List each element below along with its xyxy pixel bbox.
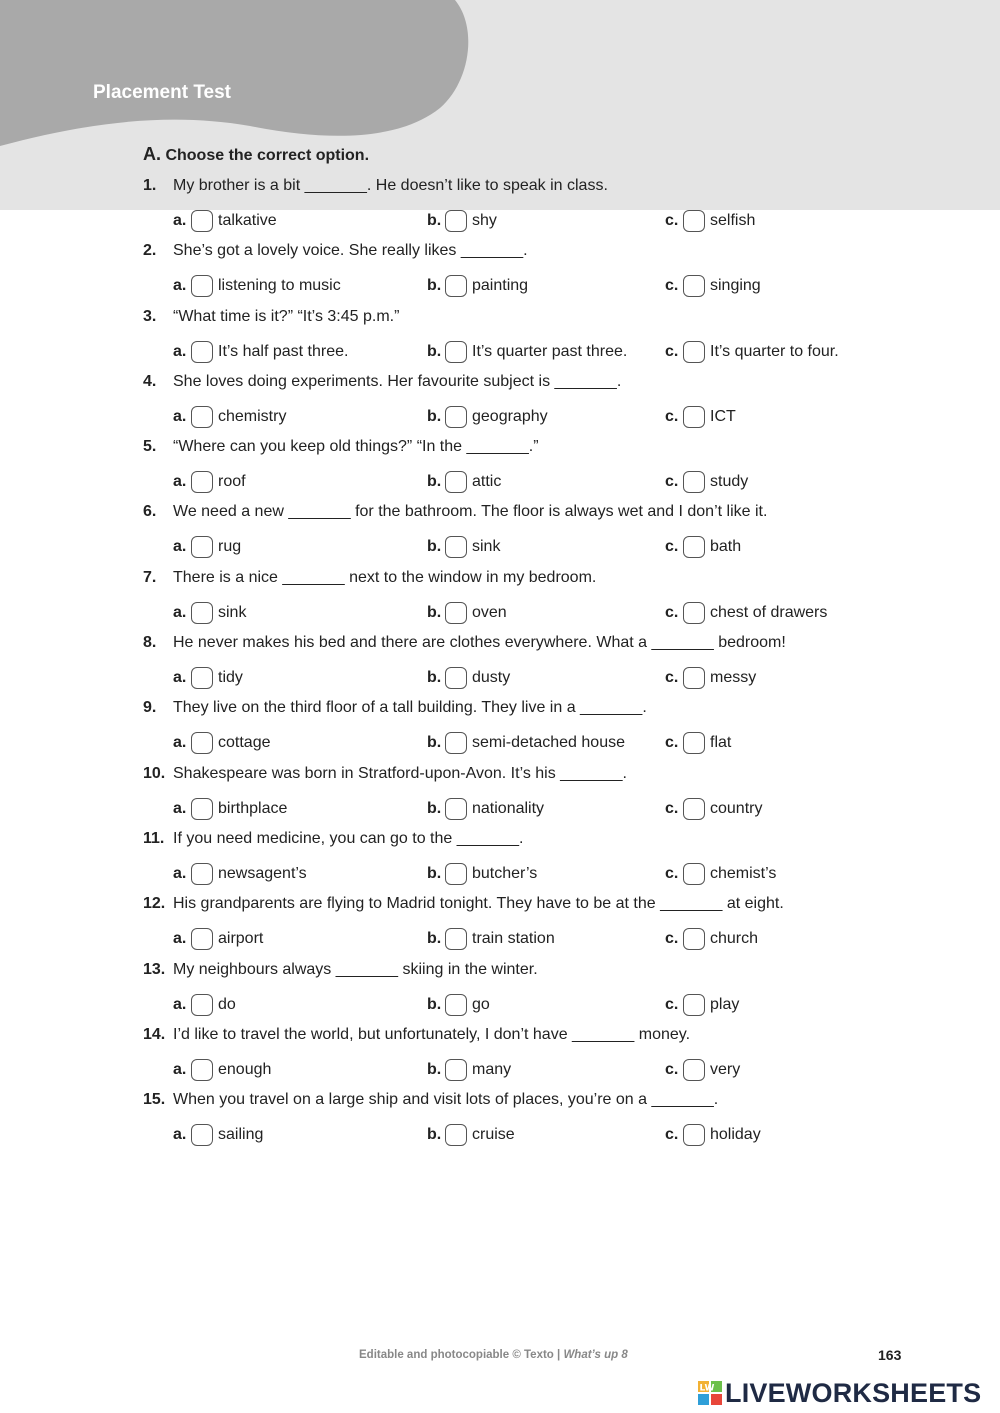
question-item xyxy=(143,828,943,893)
question-text: We need a new _______ for the bathroom. The floor is always wet and I don’t like it. xyxy=(173,503,768,521)
option-c[interactable] xyxy=(665,926,758,952)
option-checkbox[interactable] xyxy=(191,1124,213,1146)
question-text: I’d like to travel the world, but unfortunately, I don’t have _______ money. xyxy=(173,1025,691,1043)
footer-credit xyxy=(359,1349,628,1361)
option-label: bath xyxy=(710,538,742,556)
option-label: do xyxy=(218,995,236,1013)
question-number: 7. xyxy=(143,568,157,586)
question-line xyxy=(143,830,523,848)
option-letter: b. xyxy=(427,995,442,1013)
option-checkbox[interactable] xyxy=(191,471,213,493)
question-number: 8. xyxy=(143,634,157,652)
option-c[interactable] xyxy=(665,1057,740,1083)
option-label: rug xyxy=(218,538,242,556)
option-letter: a. xyxy=(173,1126,187,1144)
answer-options xyxy=(143,469,943,495)
option-c[interactable] xyxy=(665,208,755,234)
option-letter: c. xyxy=(665,669,679,687)
question-text: Shakespeare was born in Stratford-upon-Avon. It’s his _______. xyxy=(173,764,627,782)
option-label: go xyxy=(472,995,490,1013)
option-c[interactable] xyxy=(665,665,756,691)
option-checkbox[interactable] xyxy=(683,602,705,624)
option-label: It’s quarter past three. xyxy=(472,342,628,360)
option-c[interactable] xyxy=(665,534,741,560)
logo-letter-l: LW xyxy=(699,1383,715,1394)
option-letter: c. xyxy=(665,1060,679,1078)
question-line xyxy=(143,503,767,521)
option-letter: b. xyxy=(427,734,442,752)
option-letter: b. xyxy=(427,799,442,817)
option-letter: b. xyxy=(427,538,442,556)
question-line xyxy=(143,308,399,326)
option-b[interactable] xyxy=(427,796,544,822)
option-letter: c. xyxy=(665,277,679,295)
question-text: There is a nice _______ next to the window in my bedroom. xyxy=(173,568,597,586)
question-line xyxy=(143,1026,690,1044)
option-checkbox[interactable] xyxy=(191,1059,213,1081)
option-b[interactable] xyxy=(427,1122,515,1148)
option-a[interactable] xyxy=(173,600,246,626)
question-line xyxy=(143,961,538,979)
option-label: cottage xyxy=(218,734,271,752)
option-letter: c. xyxy=(665,407,679,425)
option-b[interactable] xyxy=(427,992,490,1018)
question-item xyxy=(143,501,943,566)
question-line xyxy=(143,242,528,260)
question-line xyxy=(143,895,784,913)
section-letter: A. xyxy=(143,144,161,164)
question-number: 12. xyxy=(143,895,166,913)
option-letter: a. xyxy=(173,799,187,817)
option-checkbox[interactable] xyxy=(191,994,213,1016)
answer-options xyxy=(143,1122,943,1148)
question-item xyxy=(143,1024,943,1089)
option-letter: a. xyxy=(173,603,187,621)
option-checkbox[interactable] xyxy=(445,1124,467,1146)
question-number: 5. xyxy=(143,438,157,456)
option-b[interactable] xyxy=(427,339,627,365)
option-checkbox[interactable] xyxy=(683,1124,705,1146)
option-checkbox[interactable] xyxy=(445,341,467,363)
question-text: He never makes his bed and there are clothes everywhere. What a _______ bedroom! xyxy=(173,634,786,652)
option-checkbox[interactable] xyxy=(683,341,705,363)
question-number: 3. xyxy=(143,307,157,325)
option-checkbox[interactable] xyxy=(191,341,213,363)
option-letter: c. xyxy=(665,1126,679,1144)
option-label: play xyxy=(710,995,740,1013)
option-b[interactable] xyxy=(427,469,501,495)
option-c[interactable] xyxy=(665,796,762,822)
question-item xyxy=(143,371,943,436)
option-letter: c. xyxy=(665,799,679,817)
option-letter: b. xyxy=(427,1060,442,1078)
option-checkbox[interactable] xyxy=(445,471,467,493)
option-letter: b. xyxy=(427,1126,442,1144)
option-letter: c. xyxy=(665,342,679,360)
page-number: 163 xyxy=(878,1347,902,1363)
option-a[interactable] xyxy=(173,1057,271,1083)
option-letter: a. xyxy=(173,930,187,948)
option-letter: a. xyxy=(173,538,187,556)
question-item xyxy=(143,893,943,958)
question-item xyxy=(143,632,943,697)
option-a[interactable] xyxy=(173,861,307,887)
option-a[interactable] xyxy=(173,404,286,430)
option-label: semi-detached house xyxy=(472,734,625,752)
option-letter: b. xyxy=(427,669,442,687)
option-c[interactable] xyxy=(665,273,761,299)
brand-name: LIVEWORKSHEETS xyxy=(725,1378,982,1408)
option-checkbox[interactable] xyxy=(683,275,705,297)
option-checkbox[interactable] xyxy=(445,536,467,558)
option-label: geography xyxy=(472,407,548,425)
option-label: messy xyxy=(710,669,757,687)
option-label: ICT xyxy=(710,407,736,425)
credit-text: Editable and photocopiable © Texto | xyxy=(359,1349,564,1361)
option-checkbox[interactable] xyxy=(683,928,705,950)
section-instruction xyxy=(143,144,369,165)
question-number: 2. xyxy=(143,242,157,260)
option-label: It’s quarter to four. xyxy=(710,342,839,360)
option-checkbox[interactable] xyxy=(191,406,213,428)
option-checkbox[interactable] xyxy=(191,798,213,820)
option-checkbox[interactable] xyxy=(683,406,705,428)
option-label: nationality xyxy=(472,799,545,817)
instruction-text: Choose the correct option. xyxy=(165,147,370,164)
option-letter: c. xyxy=(665,473,679,491)
option-label: holiday xyxy=(710,1126,761,1144)
option-b[interactable] xyxy=(427,1057,511,1083)
option-letter: b. xyxy=(427,603,442,621)
question-line xyxy=(143,1091,718,1109)
page-title: Placement Test xyxy=(93,82,231,103)
option-label: singing xyxy=(710,277,761,295)
option-label: church xyxy=(710,930,759,948)
option-c[interactable] xyxy=(665,992,739,1018)
question-item xyxy=(143,567,943,632)
question-line xyxy=(143,765,627,783)
question-line xyxy=(143,177,608,195)
answer-options xyxy=(143,992,943,1018)
option-checkbox[interactable] xyxy=(191,275,213,297)
question-item xyxy=(143,763,943,828)
option-a[interactable] xyxy=(173,665,243,691)
answer-options xyxy=(143,208,943,234)
option-checkbox[interactable] xyxy=(683,536,705,558)
header-wave-shape xyxy=(0,0,480,160)
option-a[interactable] xyxy=(173,339,348,365)
option-b[interactable] xyxy=(427,665,510,691)
option-label: sailing xyxy=(218,1126,264,1144)
answer-options xyxy=(143,665,943,691)
option-letter: a. xyxy=(173,473,187,491)
option-c[interactable] xyxy=(665,339,839,365)
question-text: His grandparents are flying to Madrid tonight. They have to be at the _______ at eight. xyxy=(173,895,784,913)
option-letter: b. xyxy=(427,864,442,882)
option-checkbox[interactable] xyxy=(683,798,705,820)
question-text: They live on the third floor of a tall building. They live in a _______. xyxy=(173,699,647,717)
question-item xyxy=(143,175,943,240)
question-line xyxy=(143,569,596,587)
option-letter: a. xyxy=(173,407,187,425)
answer-options xyxy=(143,861,943,887)
question-line xyxy=(143,699,647,717)
option-letter: c. xyxy=(665,212,679,229)
question-text: She loves doing experiments. Her favourite subject is _______. xyxy=(173,372,622,390)
option-label: butcher’s xyxy=(472,864,538,882)
option-label: very xyxy=(710,1060,741,1078)
option-label: chemistry xyxy=(218,407,287,425)
option-checkbox[interactable] xyxy=(683,1059,705,1081)
option-letter: b. xyxy=(427,212,442,229)
option-b[interactable] xyxy=(427,600,507,626)
option-letter: c. xyxy=(665,538,679,556)
option-label: sink xyxy=(218,603,247,621)
option-letter: c. xyxy=(665,930,679,948)
option-checkbox[interactable] xyxy=(683,471,705,493)
option-label: study xyxy=(710,473,749,491)
question-number: 11. xyxy=(143,829,165,847)
question-item xyxy=(143,697,943,762)
option-checkbox[interactable] xyxy=(683,732,705,754)
option-checkbox[interactable] xyxy=(191,732,213,754)
option-label: flat xyxy=(710,734,732,752)
option-checkbox[interactable] xyxy=(445,275,467,297)
option-c[interactable] xyxy=(665,861,776,887)
option-checkbox[interactable] xyxy=(191,602,213,624)
question-text: She’s got a lovely voice. She really likes _______. xyxy=(173,242,528,260)
option-checkbox[interactable] xyxy=(445,994,467,1016)
answer-options xyxy=(143,926,943,952)
option-checkbox[interactable] xyxy=(445,667,467,689)
option-a[interactable] xyxy=(173,796,287,822)
option-label: airport xyxy=(218,930,264,948)
question-item xyxy=(143,959,943,1024)
answer-options xyxy=(143,404,943,430)
option-letter: c. xyxy=(665,734,679,752)
question-line xyxy=(143,373,621,391)
option-checkbox[interactable] xyxy=(683,994,705,1016)
question-number: 15. xyxy=(143,1091,166,1109)
option-a[interactable] xyxy=(173,469,246,495)
option-label: cruise xyxy=(472,1126,515,1144)
question-text: If you need medicine, you can go to the _______. xyxy=(173,829,524,847)
option-checkbox[interactable] xyxy=(191,210,213,232)
question-number: 6. xyxy=(143,503,157,521)
answer-options xyxy=(143,796,943,822)
option-label: newsagent’s xyxy=(218,864,307,882)
question-item xyxy=(143,436,943,501)
answer-options xyxy=(143,1057,943,1083)
option-checkbox[interactable] xyxy=(445,1059,467,1081)
option-a[interactable] xyxy=(173,208,277,234)
option-c[interactable] xyxy=(665,730,731,756)
option-c[interactable] xyxy=(665,600,827,626)
option-letter: a. xyxy=(173,734,187,752)
option-label: sink xyxy=(472,538,501,556)
option-b[interactable] xyxy=(427,926,555,952)
book-title: What’s up 8 xyxy=(563,1349,628,1361)
option-label: talkative xyxy=(218,212,277,229)
option-label: chemist’s xyxy=(710,864,777,882)
option-checkbox[interactable] xyxy=(445,406,467,428)
question-text: When you travel on a large ship and visit lots of places, you’re on a _______. xyxy=(173,1091,719,1109)
option-c[interactable] xyxy=(665,404,736,430)
option-letter: a. xyxy=(173,1060,187,1078)
option-letter: c. xyxy=(665,603,679,621)
option-checkbox[interactable] xyxy=(445,928,467,950)
liveworksheets-logo-icon xyxy=(698,1381,722,1405)
answer-options xyxy=(143,730,943,756)
question-number: 4. xyxy=(143,372,157,390)
option-b[interactable] xyxy=(427,273,528,299)
option-label: country xyxy=(710,799,763,817)
question-item xyxy=(143,240,943,305)
option-label: enough xyxy=(218,1060,272,1078)
question-text: “What time is it?” “It’s 3:45 p.m.” xyxy=(173,307,400,325)
option-label: tidy xyxy=(218,669,243,687)
option-checkbox[interactable] xyxy=(191,667,213,689)
question-text: “Where can you keep old things?” “In the _______.” xyxy=(173,438,539,456)
option-a[interactable] xyxy=(173,1122,263,1148)
option-label: painting xyxy=(472,277,529,295)
option-label: many xyxy=(472,1060,512,1078)
option-checkbox[interactable] xyxy=(445,602,467,624)
option-a[interactable] xyxy=(173,992,236,1018)
option-c[interactable] xyxy=(665,469,748,495)
option-a[interactable] xyxy=(173,273,341,299)
question-text: My brother is a bit _______. He doesn’t like to speak in class. xyxy=(173,177,608,194)
option-letter: b. xyxy=(427,277,442,295)
option-label: listening to music xyxy=(218,277,341,295)
question-number: 9. xyxy=(143,699,157,717)
option-label: It’s half past three. xyxy=(218,342,349,360)
option-checkbox[interactable] xyxy=(445,863,467,885)
answer-options xyxy=(143,600,943,626)
question-item xyxy=(143,1089,943,1154)
option-label: chest of drawers xyxy=(710,603,828,621)
question-list xyxy=(143,175,943,1154)
option-letter: a. xyxy=(173,864,187,882)
option-c[interactable] xyxy=(665,1122,761,1148)
option-letter: b. xyxy=(427,473,442,491)
question-number: 13. xyxy=(143,960,166,978)
option-checkbox[interactable] xyxy=(445,210,467,232)
option-letter: c. xyxy=(665,995,679,1013)
option-label: oven xyxy=(472,603,507,621)
option-letter: b. xyxy=(427,407,442,425)
option-checkbox[interactable] xyxy=(191,863,213,885)
option-letter: a. xyxy=(173,212,187,229)
option-b[interactable] xyxy=(427,861,537,887)
question-number: 14. xyxy=(143,1025,166,1043)
option-label: roof xyxy=(218,473,246,491)
option-label: attic xyxy=(472,473,502,491)
option-checkbox[interactable] xyxy=(191,536,213,558)
question-line xyxy=(143,634,786,652)
option-b[interactable] xyxy=(427,534,500,560)
option-letter: a. xyxy=(173,995,187,1013)
option-b[interactable] xyxy=(427,730,625,756)
option-checkbox[interactable] xyxy=(683,667,705,689)
option-b[interactable] xyxy=(427,404,548,430)
liveworksheets-brand[interactable] xyxy=(698,1378,981,1408)
question-item xyxy=(143,306,943,371)
option-a[interactable] xyxy=(173,926,263,952)
option-checkbox[interactable] xyxy=(191,928,213,950)
option-letter: a. xyxy=(173,342,187,360)
option-a[interactable] xyxy=(173,534,241,560)
question-text: My neighbours always _______ skiing in the winter. xyxy=(173,960,538,978)
option-letter: c. xyxy=(665,864,679,882)
question-number: 10. xyxy=(143,764,166,782)
option-letter: b. xyxy=(427,342,442,360)
option-b[interactable] xyxy=(427,208,497,234)
answer-options xyxy=(143,534,943,560)
option-checkbox[interactable] xyxy=(683,210,705,232)
question-number: 1. xyxy=(143,177,157,194)
option-checkbox[interactable] xyxy=(445,732,467,754)
option-label: shy xyxy=(472,212,497,229)
option-checkbox[interactable] xyxy=(445,798,467,820)
option-label: birthplace xyxy=(218,799,288,817)
option-letter: a. xyxy=(173,277,187,295)
option-checkbox[interactable] xyxy=(683,863,705,885)
option-letter: b. xyxy=(427,930,442,948)
option-label: dusty xyxy=(472,669,511,687)
answer-options xyxy=(143,273,943,299)
option-a[interactable] xyxy=(173,730,270,756)
answer-options xyxy=(143,339,943,365)
option-label: train station xyxy=(472,930,555,948)
question-line xyxy=(143,438,539,456)
option-label: selfish xyxy=(710,212,756,229)
option-letter: a. xyxy=(173,669,187,687)
